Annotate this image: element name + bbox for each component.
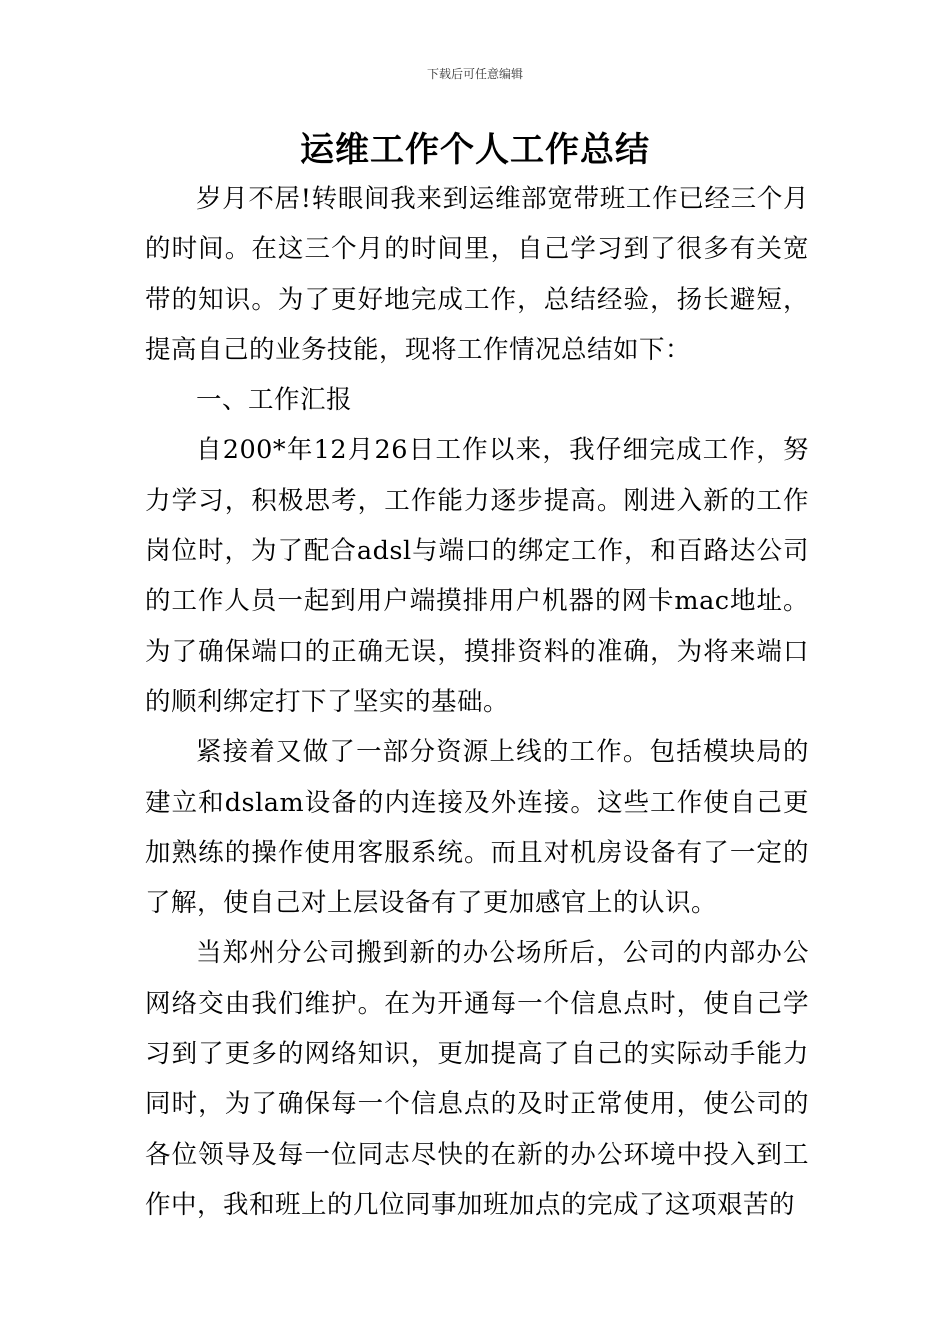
header-note: 下载后可任意编辑	[426, 67, 523, 81]
paragraph-work-report: 自200*年12月26日工作以来，我仔细完成工作，努力学习，积极思考，工作能力逐步提高。刚进入新的工作岗位时，为了配合adsl与端口的绑定工作，和百路达公司的工作人员一起到用户端摸排用户机器的网卡mac地址。为了确保端口的正确无误，摸排资料的准确，为将来端口的顺利绑定打下了坚实的基础。	[145, 435, 809, 717]
document-title: 运维工作个人工作总结	[300, 130, 650, 170]
paragraph-office-network: 当郑州分公司搬到新的办公场所后，公司的内部办公网络交由我们维护。在为开通每一个信息点时，使自己学习到了更多的网络知识，更加提高了自己的实际动手能力同时，为了确保每一个信息点的及时正常使用，使公司的各位领导及每一位同志尽快的在新的办公环境中投入到工作中，我和班上的几位同事加班加点的完成了这项艰苦的	[145, 938, 809, 1220]
paragraph-resources: 紧接着又做了一部分资源上线的工作。包括模块局的建立和dslam设备的内连接及外连接。这些工作使自己更加熟练的操作使用客服系统。而且对机房设备有了一定的了解，使自己对上层设备有了更加感官上的认识。	[145, 737, 809, 919]
paragraph-intro: 岁月不居!转眼间我来到运维部宽带班工作已经三个月的时间。在这三个月的时间里，自己学习到了很多有关宽带的知识。为了更好地完成工作，总结经验，扬长避短，提高自己的业务技能，现将工作情况总结如下：	[145, 184, 809, 365]
section-heading: 一、工作汇报	[196, 385, 353, 416]
document-body	[145, 174, 809, 1230]
